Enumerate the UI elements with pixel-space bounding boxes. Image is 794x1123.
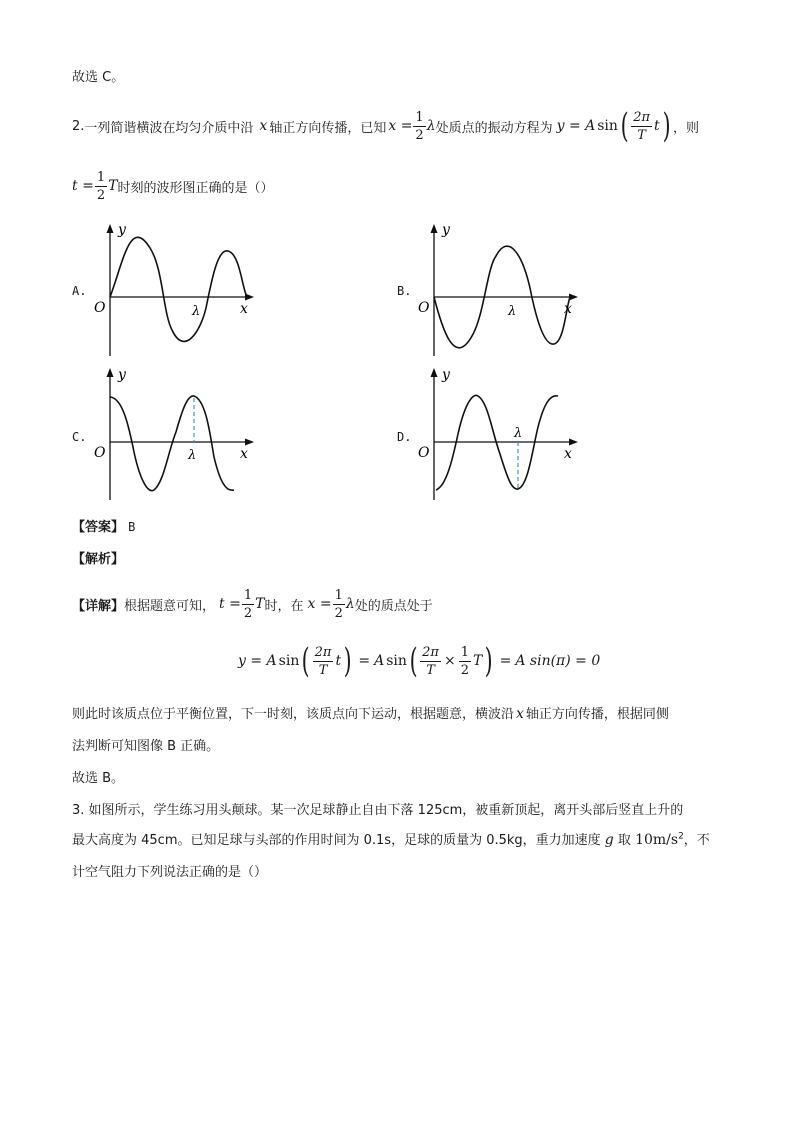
eq-result: A sin(π) = 0 — [515, 653, 601, 669]
eq-rparen-2: ) — [484, 641, 493, 681]
option-d-x: x — [564, 446, 572, 462]
eq-sin-1: sin — [278, 653, 300, 669]
q2-sin: sin — [597, 118, 618, 134]
q2-stem-b: 轴正方向传播，已知 — [269, 120, 387, 136]
option-a-origin: O — [94, 300, 106, 316]
option-b-graph[interactable] — [412, 218, 592, 358]
option-c-lambda: λ — [188, 448, 197, 463]
q2-stem-e: 时刻的波形图正确的是（） — [117, 180, 274, 196]
q2-eq-x: x = — [388, 118, 413, 134]
eq-equals-1: = — [358, 653, 371, 669]
q2-stem-line2 — [72, 164, 273, 208]
detail-text-c: 处的质点处于 — [354, 598, 433, 614]
q2-frac-half-2: $\frac{1}{2}$ — [96, 169, 106, 203]
detail-line2 — [72, 703, 669, 722]
detail-line3: 法判断可知图像 B 正确。 — [72, 739, 220, 754]
option-b-lambda: λ — [508, 304, 517, 319]
detail-axis-x: x — [516, 706, 524, 722]
q2-stem-a: 一列简谐横波在均匀介质中沿 — [84, 120, 254, 136]
q2-t: t — [654, 118, 660, 134]
eq-sin-2: sin — [386, 653, 407, 669]
option-c-origin: O — [94, 445, 106, 461]
q3-g-value: 10m/s — [635, 832, 679, 848]
q2-t-eq: t = — [72, 178, 94, 194]
q3-line2-b: 取 — [617, 833, 631, 848]
q2-T: T — [108, 178, 118, 194]
q3-line2-a: 最大高度为 45cm。已知足球与头部的作用时间为 0.1s，足球的质量为 0.5kg，重力加速度 — [72, 833, 601, 848]
q2-stem-c: 处质点的振动方程为 — [435, 120, 553, 136]
q2-stem-line1 — [72, 104, 699, 148]
q2-eq-y: y = A — [556, 118, 596, 134]
q2-stem-d: ，则 — [672, 120, 699, 136]
q3-line2 — [72, 829, 710, 848]
detail-lambda: λ — [345, 596, 355, 612]
eq-frac-2piT-2: $\frac{2\pi}{T}$ — [422, 644, 439, 678]
answer-line — [72, 516, 135, 535]
analysis-tag: 【解析】 — [72, 552, 125, 567]
q2-frac-2piT: $\frac{2\pi}{T}$ — [633, 109, 651, 143]
option-c-y: y — [118, 367, 126, 383]
detail-text-b: 时，在 — [264, 598, 304, 614]
option-d-wave — [436, 395, 558, 490]
detail-t-eq: t = — [219, 596, 241, 612]
detail-x-eq: x = — [307, 596, 332, 612]
option-d-y: y — [442, 367, 450, 383]
option-a-label[interactable]: A. — [72, 284, 87, 298]
option-d-lambda: λ — [514, 426, 523, 441]
option-a-x: x — [240, 301, 248, 317]
option-b-y: y — [442, 222, 450, 238]
detail-line2-b: 轴正方向传播，根据同侧 — [525, 707, 669, 722]
detail-T: T — [255, 596, 265, 612]
q3-line3: 计空气阻力下列说法正确的是（） — [72, 865, 268, 880]
option-a-graph[interactable] — [88, 218, 268, 358]
q3-sq: 2 — [678, 831, 684, 842]
eq-y: y = A — [238, 653, 277, 669]
detail-frac-half-2: $\frac{1}{2}$ — [334, 587, 343, 621]
answer-value: B — [128, 520, 136, 534]
detail-tag: 【详解】 — [72, 598, 125, 614]
detail-frac-half: $\frac{1}{2}$ — [243, 587, 253, 621]
eq-A: A — [374, 653, 385, 669]
eq-times: × — [443, 653, 456, 669]
q2-axis-x: x — [259, 118, 268, 134]
q2-lambda: λ — [426, 118, 436, 134]
detail-conclusion: 故选 B。 — [72, 771, 125, 786]
option-d-graph[interactable] — [412, 362, 592, 502]
eq-lparen-2: ( — [409, 641, 418, 681]
answer-tag: 【答案】 — [72, 520, 125, 535]
option-c-x: x — [240, 446, 248, 462]
option-a-lambda: λ — [192, 304, 201, 319]
eq-T: T — [473, 653, 483, 669]
q3-g: g — [604, 832, 614, 848]
eq-equals-2: = — [499, 653, 512, 669]
option-a-wave — [110, 237, 247, 341]
option-b-label[interactable]: B. — [397, 284, 412, 298]
option-d-label[interactable]: D. — [397, 430, 412, 444]
q2-number: 2. — [72, 118, 85, 134]
detail-equation — [238, 638, 600, 684]
q3-line2-c: ，不 — [683, 833, 710, 848]
q2-frac-half: $\frac{1}{2}$ — [415, 109, 424, 143]
eq-frac-2piT-1: $\frac{2\pi}{T}$ — [314, 644, 332, 678]
option-c-wave — [110, 396, 234, 491]
option-d-origin: O — [418, 445, 430, 461]
option-a-y: y — [118, 222, 126, 238]
q3-line1: 3. 如图所示，学生练习用头颠球。某一次足球静止自由下落 125cm，被重新顶起，离开头部后竖直上升的 — [72, 803, 684, 818]
eq-frac-half: $\frac{1}{2}$ — [460, 644, 469, 678]
detail-line2-a: 则此时该质点位于平衡位置，下一时刻，该质点向下运动，根据题意，横波沿 — [72, 707, 515, 722]
detail-line1 — [72, 582, 433, 626]
conclusion-c: 故选 C。 — [72, 70, 125, 85]
eq-rparen-1: ) — [343, 641, 352, 681]
eq-lparen-1: ( — [301, 641, 310, 681]
eq-t: t — [335, 653, 342, 669]
q2-rparen: ) — [662, 106, 671, 146]
detail-text-a: 根据题意可知， — [124, 598, 216, 614]
q2-lparen: ( — [620, 106, 629, 146]
option-c-label[interactable]: C. — [72, 430, 87, 444]
option-b-origin: O — [418, 300, 430, 316]
option-b-x: x — [564, 301, 572, 317]
option-c-graph[interactable] — [88, 362, 268, 502]
